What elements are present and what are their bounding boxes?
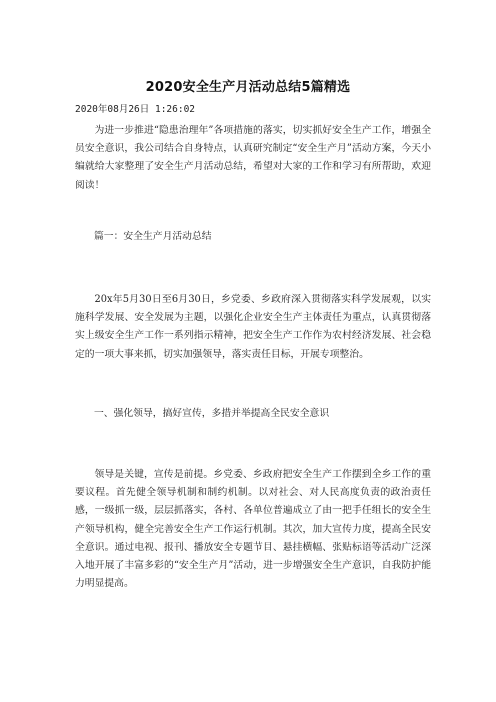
- section-paragraph: 20x年5月30日至6月30日，乡党委、乡政府深入贯彻落实科学发展观，以实施科学发展、安全发展为主题，以强化企业安全生产主体责任为重点，认真贯彻落实上级安全生产工作一系列指示精神，把安全生产工作作为农村经济发展、社会稳定的一项大事来抓，切实加强领导，落实责任目标，开展专项整治。: [75, 294, 431, 360]
- document-date: 2020年08月26日 1:26:02: [75, 104, 196, 115]
- section-heading: 篇一：安全生产月活动总结: [94, 231, 212, 242]
- subsection-paragraph: 领导是关键，宣传是前提。乡党委、乡政府把安全生产工作摆到全乡工作的重要议程。首先健全领导机制和制约机制。以对社会、对人民高度负责的政治责任感，一级抓一级，层层抓落实，各村、各单位普遍成立了由一把手任组长的安全生产领导机构，健全完善安全生产工作运行机制。其次，加大宣传力度，提高全民安全意识。通过电视、报刊、播放安全专题节目、悬挂横幅、张贴标语等活动广泛深入地开展了丰富多彩的“安全生产月”活动，进一步增强安全生产意识，自我防护能力明显提高。: [75, 469, 431, 590]
- subsection-heading: 一、强化领导，搞好宣传，多措并举提高全民安全意识: [94, 408, 330, 419]
- document-title: 2020安全生产月活动总结5篇精选: [145, 80, 351, 95]
- intro-paragraph: 为进一步推进“隐患治理年”各项措施的落实，切实抓好安全生产工作，增强全员安全意识，我公司结合自身特点，认真研究制定“安全生产月”活动方案，今天小编就给大家整理了安全生产月活动总结，希望对大家的工作和学习有所帮助，欢迎阅读！: [75, 125, 431, 191]
